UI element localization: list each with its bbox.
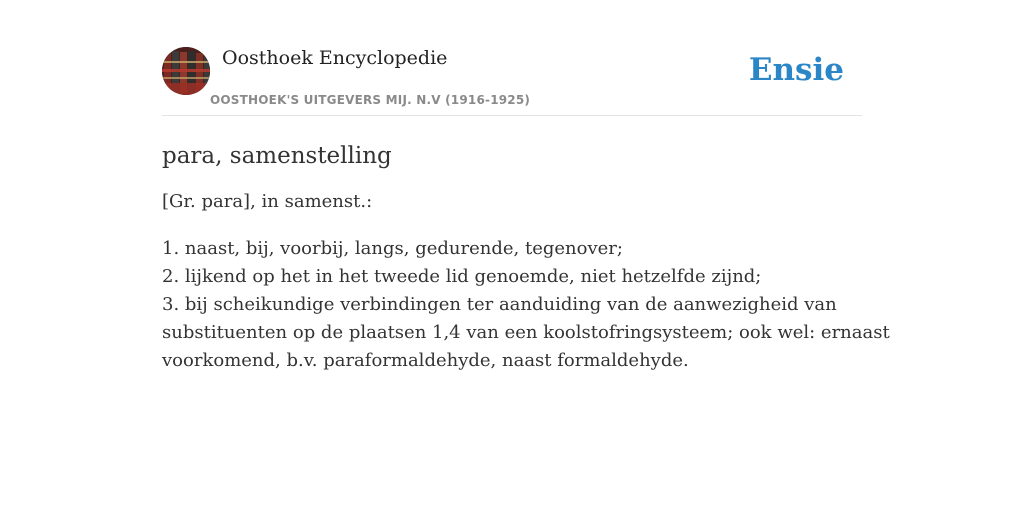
entry-intro: [Gr. para], in samenst.: (162, 191, 373, 212)
source-header (162, 46, 862, 116)
definition-line: substituenten op de plaatsen 1,4 van een koolstofringsysteem; ook wel: ernaast (162, 322, 890, 343)
encyclopedia-books-icon[interactable] (162, 47, 210, 95)
publisher-label: OOSTHOEK'S UITGEVERS MIJ. N.V (1916-1925) (210, 93, 531, 107)
definition-line: 3. bij scheikundige verbindingen ter aanduiding van de aanwezigheid van (162, 294, 837, 315)
definition-line: voorkomend, b.v. paraformaldehyde, naast formaldehyde. (162, 350, 689, 371)
definition-list (162, 235, 890, 375)
source-title[interactable]: Oosthoek Encyclopedie (222, 47, 448, 69)
entry-card (162, 46, 890, 375)
definition-line: 1. naast, bij, voorbij, langs, gedurende, tegenover; (162, 238, 623, 259)
definition-line: 2. lijkend op het in het tweede lid genoemde, niet hetzelfde zijnd; (162, 266, 762, 287)
ensie-logo[interactable]: Ensie (748, 52, 844, 88)
entry-title: para, samenstelling (162, 143, 392, 169)
